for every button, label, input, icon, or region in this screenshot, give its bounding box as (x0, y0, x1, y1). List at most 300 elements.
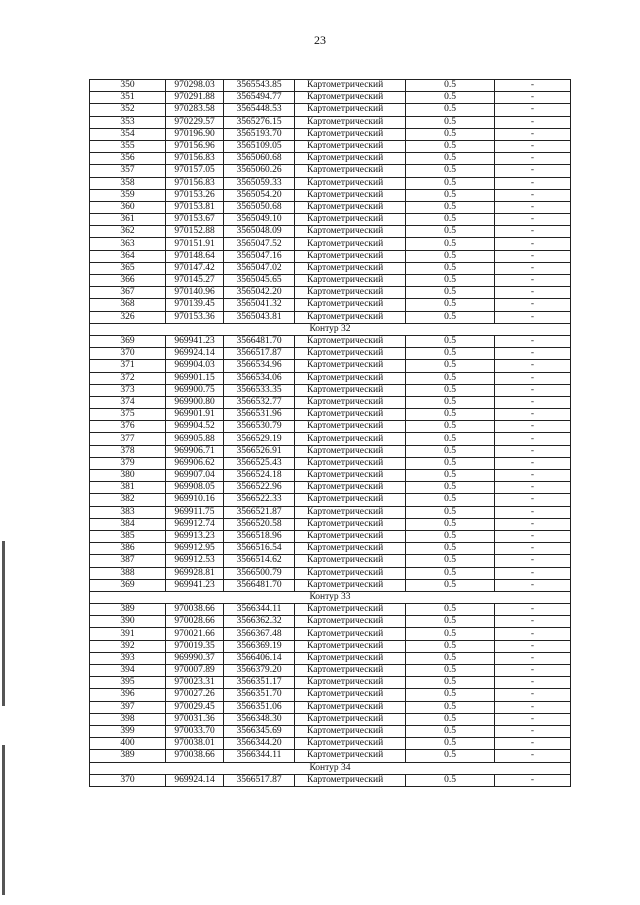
table-row (90, 579, 571, 591)
page-number: 23 (314, 33, 326, 47)
point-number-cell: 384 (90, 518, 166, 530)
description-cell: - (495, 80, 571, 92)
coord-x-cell: 970139.45 (166, 299, 224, 311)
coord-y-cell: 3566525.43 (224, 457, 295, 469)
coord-x-cell: 970021.66 (166, 628, 224, 640)
point-number-cell: 387 (90, 555, 166, 567)
point-number-cell: 394 (90, 665, 166, 677)
coord-x-cell: 969910.16 (166, 494, 224, 506)
method-cell: Картометрический (295, 360, 406, 372)
coord-x-cell: 970023.31 (166, 677, 224, 689)
coord-x-cell: 969924.14 (166, 774, 224, 786)
coord-x-cell: 970196.90 (166, 128, 224, 140)
coord-y-cell: 3566348.30 (224, 713, 295, 725)
coord-x-cell: 969901.91 (166, 409, 224, 421)
coord-x-cell: 970156.83 (166, 177, 224, 189)
precision-cell: 0.5 (406, 518, 495, 530)
point-number-cell: 369 (90, 335, 166, 347)
precision-cell: 0.5 (406, 652, 495, 664)
coord-x-cell: 970147.42 (166, 262, 224, 274)
method-cell: Картометрический (295, 750, 406, 762)
coord-y-cell: 3566533.35 (224, 384, 295, 396)
table-row (90, 701, 571, 713)
contour-header-row (90, 323, 571, 335)
contour-header-row (90, 591, 571, 603)
coord-x-cell: 970157.05 (166, 165, 224, 177)
coord-y-cell: 3566516.54 (224, 543, 295, 555)
coord-x-cell: 970038.66 (166, 604, 224, 616)
point-number-cell: 367 (90, 287, 166, 299)
coord-x-cell: 970038.66 (166, 750, 224, 762)
table-row (90, 165, 571, 177)
table-row (90, 506, 571, 518)
coord-y-cell: 3566521.87 (224, 506, 295, 518)
point-number-cell: 380 (90, 470, 166, 482)
coord-x-cell: 969912.95 (166, 543, 224, 555)
table-row (90, 116, 571, 128)
point-number-cell: 363 (90, 238, 166, 250)
coord-y-cell: 3565042.20 (224, 287, 295, 299)
point-number-cell: 371 (90, 360, 166, 372)
precision-cell: 0.5 (406, 177, 495, 189)
table-row (90, 457, 571, 469)
coord-x-cell: 969904.52 (166, 421, 224, 433)
method-cell: Картометрический (295, 396, 406, 408)
precision-cell: 0.5 (406, 470, 495, 482)
method-cell: Картометрический (295, 543, 406, 555)
coord-x-cell: 969904.03 (166, 360, 224, 372)
table-row (90, 518, 571, 530)
precision-cell: 0.5 (406, 335, 495, 347)
coord-x-cell: 969907.04 (166, 470, 224, 482)
method-cell: Картометрический (295, 640, 406, 652)
point-number-cell: 377 (90, 433, 166, 445)
description-cell: - (495, 287, 571, 299)
precision-cell: 0.5 (406, 262, 495, 274)
table-row (90, 567, 571, 579)
description-cell: - (495, 104, 571, 116)
method-cell: Картометрический (295, 92, 406, 104)
point-number-cell: 356 (90, 153, 166, 165)
table-row (90, 92, 571, 104)
method-cell: Картометрический (295, 689, 406, 701)
description-cell: - (495, 567, 571, 579)
coord-x-cell: 969901.15 (166, 372, 224, 384)
precision-cell: 0.5 (406, 774, 495, 786)
coord-x-cell: 970152.88 (166, 226, 224, 238)
point-number-cell: 390 (90, 616, 166, 628)
description-cell: - (495, 238, 571, 250)
coord-x-cell: 969941.23 (166, 579, 224, 591)
precision-cell: 0.5 (406, 555, 495, 567)
method-cell: Картометрический (295, 604, 406, 616)
description-cell: - (495, 421, 571, 433)
table-row (90, 177, 571, 189)
coord-x-cell: 969908.05 (166, 482, 224, 494)
description-cell: - (495, 348, 571, 360)
table-row (90, 555, 571, 567)
precision-cell: 0.5 (406, 738, 495, 750)
coordinates-table (89, 79, 571, 787)
precision-cell: 0.5 (406, 701, 495, 713)
coord-y-cell: 3565276.15 (224, 116, 295, 128)
point-number-cell: 379 (90, 457, 166, 469)
precision-cell: 0.5 (406, 189, 495, 201)
coord-y-cell: 3566522.96 (224, 482, 295, 494)
description-cell: - (495, 153, 571, 165)
point-number-cell: 372 (90, 372, 166, 384)
precision-cell: 0.5 (406, 92, 495, 104)
coord-y-cell: 3565060.26 (224, 165, 295, 177)
precision-cell: 0.5 (406, 250, 495, 262)
method-cell: Картометрический (295, 348, 406, 360)
precision-cell: 0.5 (406, 214, 495, 226)
scan-margin-mark (2, 541, 5, 706)
precision-cell: 0.5 (406, 348, 495, 360)
table-row (90, 421, 571, 433)
method-cell: Картометрический (295, 238, 406, 250)
description-cell: - (495, 518, 571, 530)
coord-y-cell: 3566532.77 (224, 396, 295, 408)
coord-x-cell: 970027.26 (166, 689, 224, 701)
description-cell: - (495, 750, 571, 762)
point-number-cell: 373 (90, 384, 166, 396)
precision-cell: 0.5 (406, 494, 495, 506)
method-cell: Картометрический (295, 311, 406, 323)
description-cell: - (495, 384, 571, 396)
description-cell: - (495, 689, 571, 701)
precision-cell: 0.5 (406, 713, 495, 725)
description-cell: - (495, 652, 571, 664)
precision-cell: 0.5 (406, 384, 495, 396)
point-number-cell: 398 (90, 713, 166, 725)
coord-y-cell: 3566518.96 (224, 530, 295, 542)
point-number-cell: 376 (90, 421, 166, 433)
precision-cell: 0.5 (406, 104, 495, 116)
description-cell: - (495, 616, 571, 628)
method-cell: Картометрический (295, 482, 406, 494)
method-cell: Картометрический (295, 214, 406, 226)
description-cell: - (495, 604, 571, 616)
description-cell: - (495, 713, 571, 725)
description-cell: - (495, 530, 571, 542)
point-number-cell: 370 (90, 774, 166, 786)
precision-cell: 0.5 (406, 409, 495, 421)
coord-x-cell: 970038.01 (166, 738, 224, 750)
precision-cell: 0.5 (406, 457, 495, 469)
description-cell: - (495, 250, 571, 262)
precision-cell: 0.5 (406, 372, 495, 384)
coord-y-cell: 3566369.19 (224, 640, 295, 652)
precision-cell: 0.5 (406, 128, 495, 140)
description-cell: - (495, 311, 571, 323)
coord-y-cell: 3566344.11 (224, 750, 295, 762)
table-row (90, 530, 571, 542)
description-cell: - (495, 201, 571, 213)
coord-y-cell: 3565054.20 (224, 189, 295, 201)
point-number-cell: 359 (90, 189, 166, 201)
point-number-cell: 369 (90, 579, 166, 591)
description-cell: - (495, 140, 571, 152)
point-number-cell: 365 (90, 262, 166, 274)
coord-x-cell: 970029.45 (166, 701, 224, 713)
description-cell: - (495, 372, 571, 384)
method-cell: Картометрический (295, 738, 406, 750)
point-number-cell: 396 (90, 689, 166, 701)
table-row (90, 189, 571, 201)
table-row (90, 470, 571, 482)
coord-x-cell: 970140.96 (166, 287, 224, 299)
precision-cell: 0.5 (406, 396, 495, 408)
point-number-cell: 358 (90, 177, 166, 189)
point-number-cell: 352 (90, 104, 166, 116)
coord-y-cell: 3566517.87 (224, 774, 295, 786)
precision-cell: 0.5 (406, 360, 495, 372)
contour-label: Контур 33 (90, 591, 571, 603)
coord-x-cell: 970298.03 (166, 80, 224, 92)
coord-x-cell: 969912.74 (166, 518, 224, 530)
coord-y-cell: 3566344.20 (224, 738, 295, 750)
coord-y-cell: 3565109.05 (224, 140, 295, 152)
contour-header-row (90, 762, 571, 774)
table-row (90, 360, 571, 372)
point-number-cell: 400 (90, 738, 166, 750)
scan-margin-mark (2, 745, 5, 895)
coord-x-cell: 969924.14 (166, 348, 224, 360)
table-row (90, 604, 571, 616)
method-cell: Картометрический (295, 128, 406, 140)
point-number-cell: 366 (90, 275, 166, 287)
description-cell: - (495, 725, 571, 737)
description-cell: - (495, 275, 571, 287)
precision-cell: 0.5 (406, 201, 495, 213)
table-row (90, 299, 571, 311)
description-cell: - (495, 226, 571, 238)
table-row (90, 80, 571, 92)
point-number-cell: 375 (90, 409, 166, 421)
method-cell: Картометрический (295, 445, 406, 457)
table-row (90, 372, 571, 384)
table-row (90, 640, 571, 652)
precision-cell: 0.5 (406, 116, 495, 128)
table-row (90, 445, 571, 457)
coord-x-cell: 970151.91 (166, 238, 224, 250)
coord-y-cell: 3565045.65 (224, 275, 295, 287)
coord-y-cell: 3565049.10 (224, 214, 295, 226)
point-number-cell: 353 (90, 116, 166, 128)
coord-y-cell: 3565193.70 (224, 128, 295, 140)
precision-cell: 0.5 (406, 665, 495, 677)
description-cell: - (495, 360, 571, 372)
table-row (90, 153, 571, 165)
coord-x-cell: 969900.75 (166, 384, 224, 396)
point-number-cell: 389 (90, 750, 166, 762)
description-cell: - (495, 457, 571, 469)
table-row (90, 713, 571, 725)
coord-x-cell: 970153.26 (166, 189, 224, 201)
description-cell: - (495, 470, 571, 482)
precision-cell: 0.5 (406, 299, 495, 311)
table-row (90, 750, 571, 762)
contour-label: Контур 32 (90, 323, 571, 335)
method-cell: Картометрический (295, 506, 406, 518)
table-row (90, 140, 571, 152)
coord-y-cell: 3566379.20 (224, 665, 295, 677)
precision-cell: 0.5 (406, 725, 495, 737)
description-cell: - (495, 494, 571, 506)
method-cell: Картометрический (295, 335, 406, 347)
method-cell: Картометрический (295, 409, 406, 421)
precision-cell: 0.5 (406, 506, 495, 518)
method-cell: Картометрический (295, 470, 406, 482)
table-row (90, 494, 571, 506)
coord-y-cell: 3565047.16 (224, 250, 295, 262)
point-number-cell: 392 (90, 640, 166, 652)
description-cell: - (495, 396, 571, 408)
table-row (90, 201, 571, 213)
description-cell: - (495, 579, 571, 591)
point-number-cell: 391 (90, 628, 166, 640)
description-cell: - (495, 128, 571, 140)
coord-y-cell: 3566517.87 (224, 348, 295, 360)
method-cell: Картометрический (295, 116, 406, 128)
coord-x-cell: 970153.81 (166, 201, 224, 213)
table-row (90, 348, 571, 360)
precision-cell: 0.5 (406, 421, 495, 433)
table-row (90, 725, 571, 737)
method-cell: Картометрический (295, 177, 406, 189)
precision-cell: 0.5 (406, 530, 495, 542)
method-cell: Картометрический (295, 433, 406, 445)
method-cell: Картометрический (295, 677, 406, 689)
method-cell: Картометрический (295, 287, 406, 299)
coord-x-cell: 969928.81 (166, 567, 224, 579)
method-cell: Картометрический (295, 384, 406, 396)
coord-y-cell: 3566530.79 (224, 421, 295, 433)
method-cell: Картометрический (295, 140, 406, 152)
coord-x-cell: 970153.67 (166, 214, 224, 226)
table-row (90, 128, 571, 140)
precision-cell: 0.5 (406, 616, 495, 628)
precision-cell: 0.5 (406, 165, 495, 177)
method-cell: Картометрический (295, 567, 406, 579)
description-cell: - (495, 701, 571, 713)
table-row (90, 433, 571, 445)
precision-cell: 0.5 (406, 689, 495, 701)
coord-y-cell: 3565043.81 (224, 311, 295, 323)
precision-cell: 0.5 (406, 543, 495, 555)
method-cell: Картометрический (295, 421, 406, 433)
point-number-cell: 388 (90, 567, 166, 579)
description-cell: - (495, 177, 571, 189)
point-number-cell: 389 (90, 604, 166, 616)
method-cell: Картометрический (295, 80, 406, 92)
table-row (90, 262, 571, 274)
table-row (90, 616, 571, 628)
point-number-cell: 395 (90, 677, 166, 689)
method-cell: Картометрический (295, 153, 406, 165)
point-number-cell: 351 (90, 92, 166, 104)
description-cell: - (495, 445, 571, 457)
point-number-cell: 399 (90, 725, 166, 737)
coord-y-cell: 3566529.19 (224, 433, 295, 445)
precision-cell: 0.5 (406, 567, 495, 579)
precision-cell: 0.5 (406, 275, 495, 287)
precision-cell: 0.5 (406, 579, 495, 591)
method-cell: Картометрический (295, 701, 406, 713)
method-cell: Картометрический (295, 189, 406, 201)
method-cell: Картометрический (295, 104, 406, 116)
method-cell: Картометрический (295, 652, 406, 664)
table-row (90, 543, 571, 555)
table-row (90, 250, 571, 262)
coord-y-cell: 3566526.91 (224, 445, 295, 457)
precision-cell: 0.5 (406, 153, 495, 165)
description-cell: - (495, 543, 571, 555)
description-cell: - (495, 214, 571, 226)
coord-x-cell: 970156.83 (166, 153, 224, 165)
precision-cell: 0.5 (406, 677, 495, 689)
coord-x-cell: 970019.35 (166, 640, 224, 652)
point-number-cell: 393 (90, 652, 166, 664)
table-row (90, 652, 571, 664)
coord-y-cell: 3565048.09 (224, 226, 295, 238)
point-number-cell: 355 (90, 140, 166, 152)
table-row (90, 335, 571, 347)
table-row (90, 384, 571, 396)
point-number-cell: 370 (90, 348, 166, 360)
point-number-cell: 361 (90, 214, 166, 226)
point-number-cell: 326 (90, 311, 166, 323)
coord-x-cell: 970007.89 (166, 665, 224, 677)
method-cell: Картометрический (295, 616, 406, 628)
description-cell: - (495, 628, 571, 640)
point-number-cell: 382 (90, 494, 166, 506)
coord-x-cell: 970156.96 (166, 140, 224, 152)
coord-y-cell: 3566362.32 (224, 616, 295, 628)
coord-x-cell: 969911.75 (166, 506, 224, 518)
method-cell: Картометрический (295, 555, 406, 567)
method-cell: Картометрический (295, 299, 406, 311)
coord-x-cell: 970033.70 (166, 725, 224, 737)
precision-cell: 0.5 (406, 628, 495, 640)
coord-y-cell: 3566367.48 (224, 628, 295, 640)
coord-x-cell: 969905.88 (166, 433, 224, 445)
coordinates-table-body (90, 80, 571, 787)
point-number-cell: 357 (90, 165, 166, 177)
description-cell: - (495, 506, 571, 518)
method-cell: Картометрический (295, 457, 406, 469)
coord-x-cell: 969900.80 (166, 396, 224, 408)
description-cell: - (495, 409, 571, 421)
method-cell: Картометрический (295, 372, 406, 384)
method-cell: Картометрический (295, 774, 406, 786)
precision-cell: 0.5 (406, 604, 495, 616)
description-cell: - (495, 555, 571, 567)
coord-x-cell: 970283.58 (166, 104, 224, 116)
table-row (90, 311, 571, 323)
description-cell: - (495, 677, 571, 689)
coord-y-cell: 3565059.33 (224, 177, 295, 189)
coord-y-cell: 3565050.68 (224, 201, 295, 213)
coord-y-cell: 3566481.70 (224, 335, 295, 347)
method-cell: Картометрический (295, 579, 406, 591)
table-row (90, 238, 571, 250)
precision-cell: 0.5 (406, 640, 495, 652)
point-number-cell: 385 (90, 530, 166, 542)
precision-cell: 0.5 (406, 287, 495, 299)
description-cell: - (495, 116, 571, 128)
